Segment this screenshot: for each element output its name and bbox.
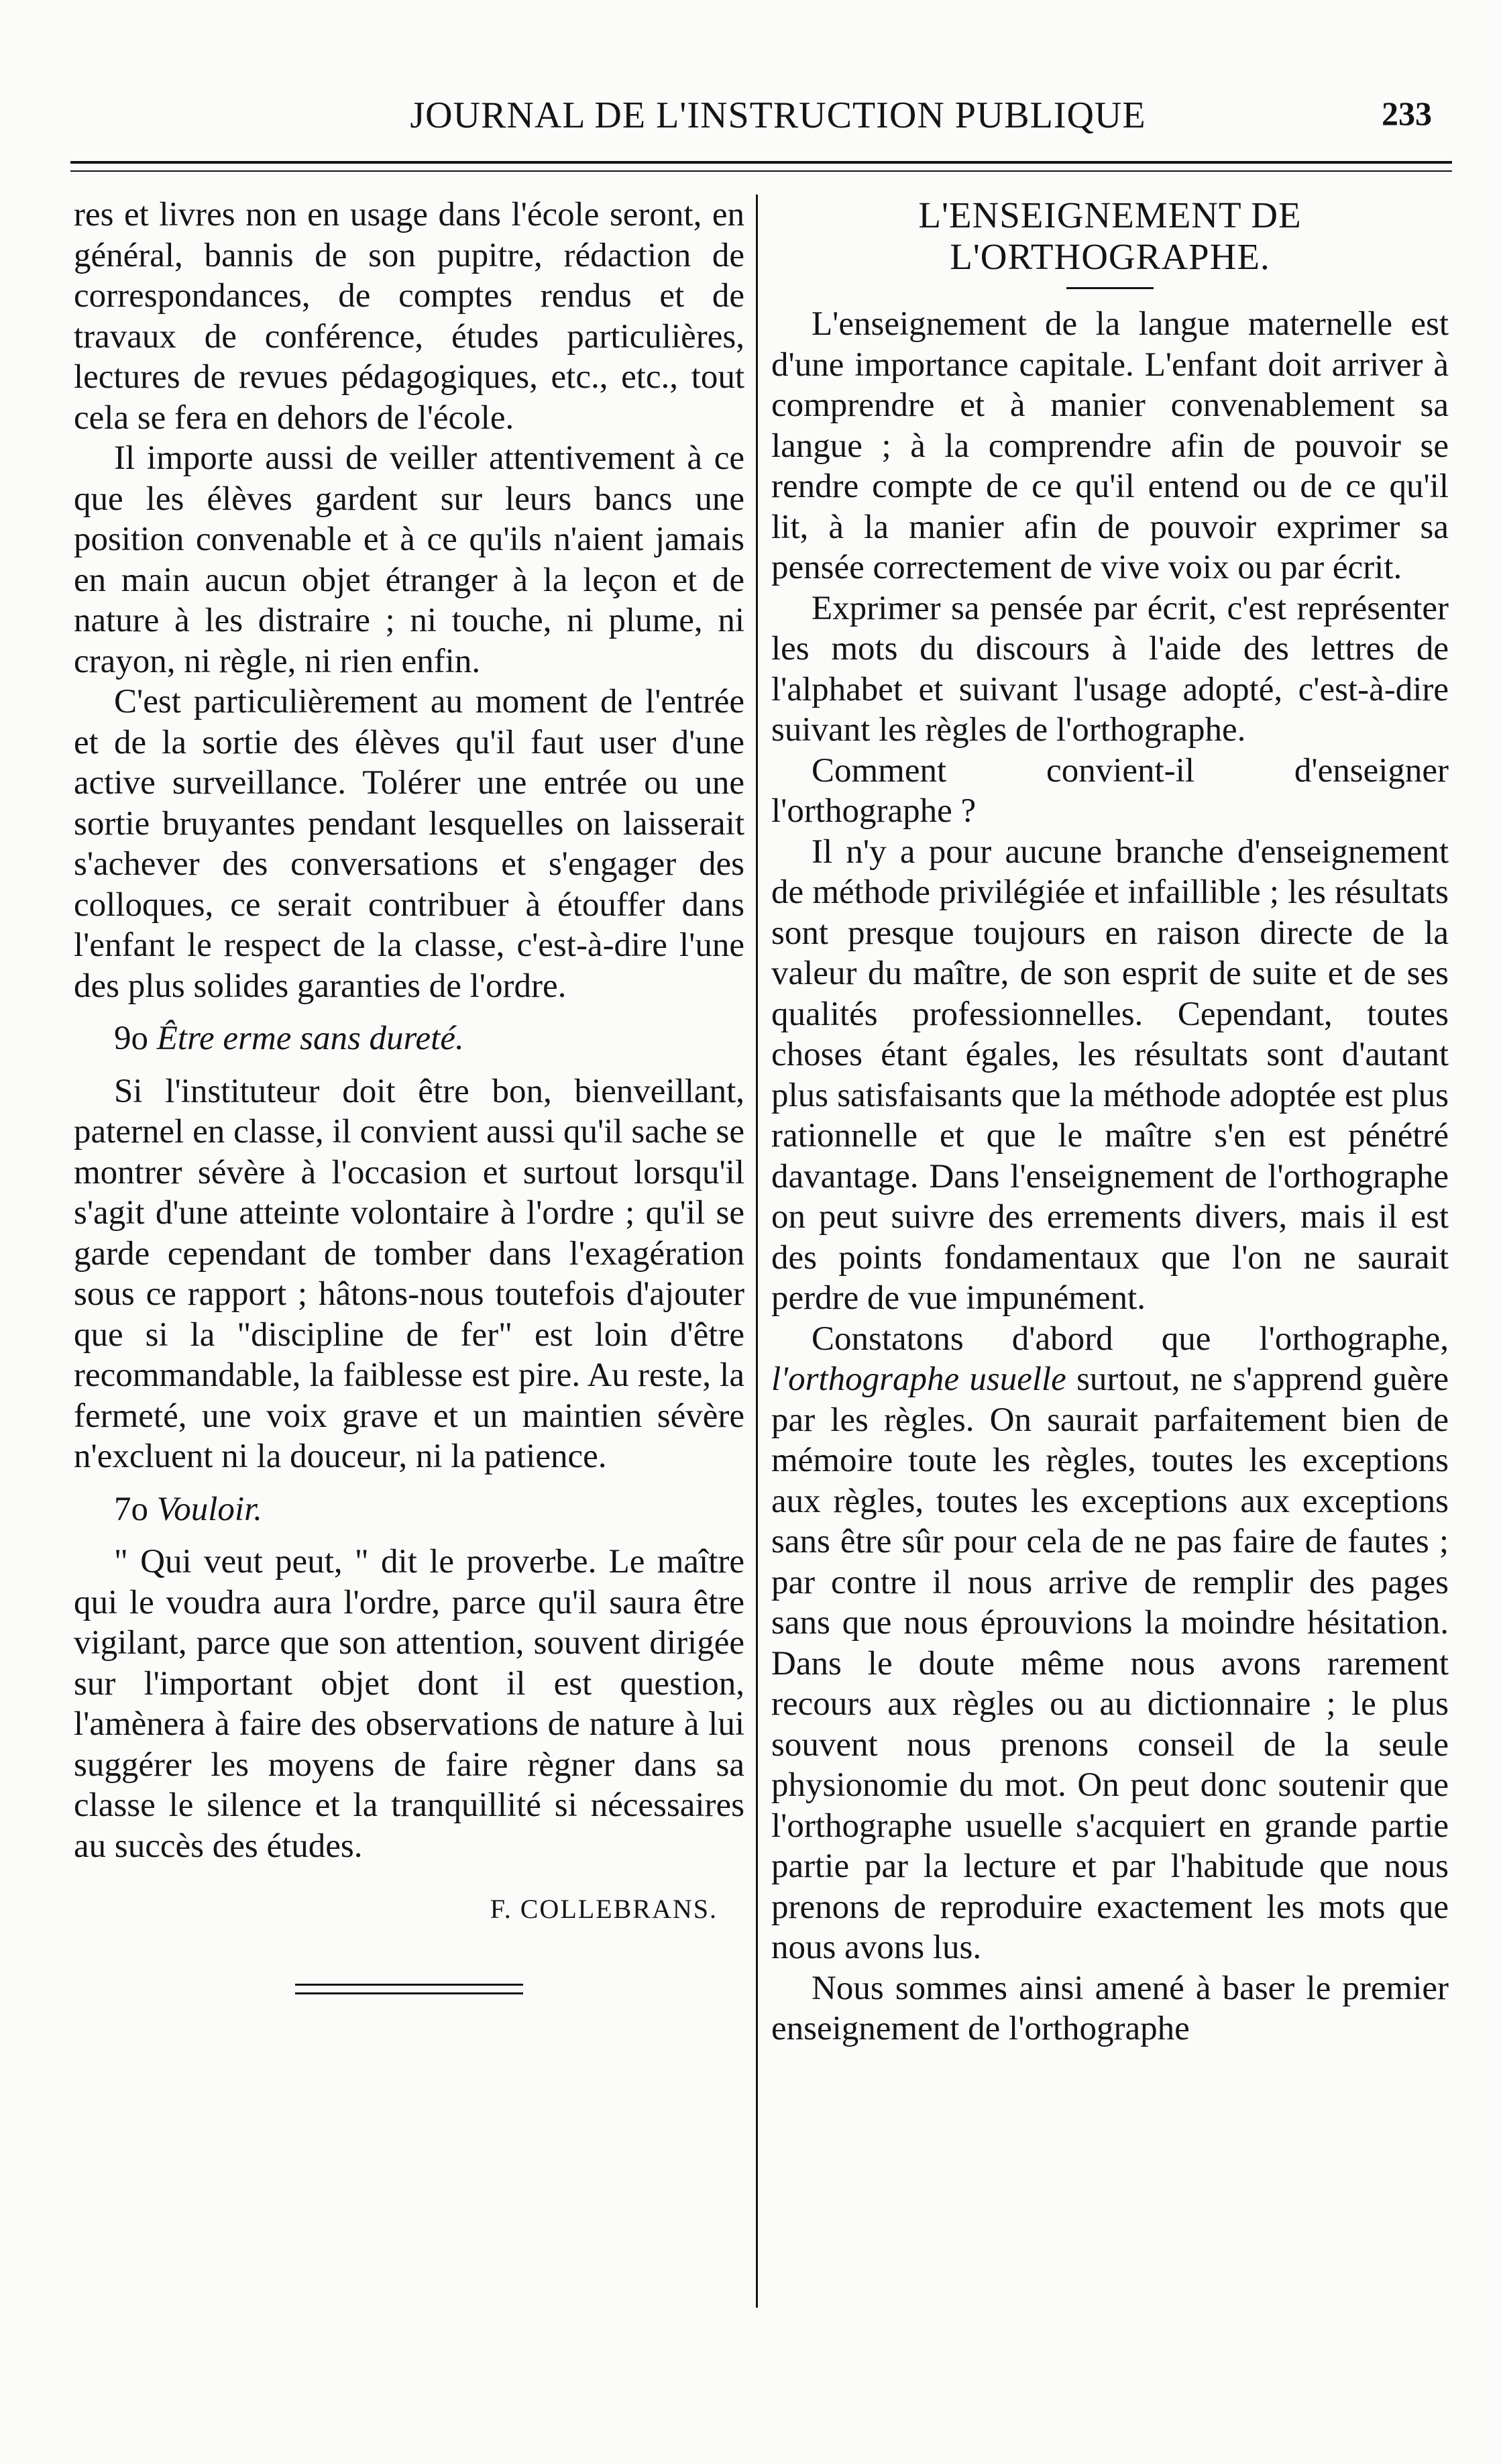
page-number: 233 xyxy=(1382,95,1432,132)
section-number: 7o xyxy=(114,1490,148,1528)
paragraph-text: surtout, ne s'apprend guère par les règles. On saurait parfaitement bien de mémoire toute les règles, toutes les exceptions aux règles, toutes les exceptions aux exceptions sans être sûr pour cela de ne pas faire de fautes ; par contre il nous arrive de remplir des pages sans que nous éprouvions la moindre hésitation. Dans le doute même nous avons rarement recours aux règles ou au dictionnaire ; le plus souvent nous prenons conseil de la seule physionomie du mot. On peut donc soutenir que l'orthographe usuelle s'acquiert en grande partie partie par la lecture et par l'habitude que nous prenons de reproduire exactement les mots que nous avons lus. xyxy=(771,1360,1449,1966)
section-heading-text: Être erme sans dureté. xyxy=(156,1020,464,1057)
column-divider xyxy=(756,195,758,2308)
right-paragraph xyxy=(771,1319,1449,1968)
paragraph-text: Constatons d'abord que l'orthographe, xyxy=(812,1320,1449,1358)
left-paragraph: " Qui veut peut, " dit le proverbe. Le maître qui le voudra aura l'ordre, parce qu'il saura être vigilant, parce que son attention, souvent dirigée sur l'important objet dont il est question, l'amènera à faire des observations de nature à lui suggérer les moyens de faire règner dans sa classe le silence et la tranquillité si nécessaires au succès des études. xyxy=(74,1543,744,1865)
right-paragraph: Comment convient-il d'enseigner l'orthographe ? xyxy=(771,751,1449,830)
section-heading-7 xyxy=(74,1489,744,1530)
right-paragraph: Nous sommes ainsi amené à baser le premier enseignement de l'orthographe xyxy=(771,1969,1449,2047)
left-paragraph: res et livres non en usage dans l'école seront, en général, bannis de son pupitre, rédaction de correspondances, de comptes rendus et de travaux de conférence, études particulières, lectures de revues pédagogiques, etc., etc., tout cela se fera en dehors de l'école. xyxy=(74,196,744,437)
right-paragraph: Exprimer sa pensée par écrit, c'est représenter les mots du discours à l'aide des lettres de l'alphabet et suivant l'usage adopté, c'est-à-dire suivant les règles de l'orthographe. xyxy=(771,589,1449,749)
article-title: L'ENSEIGNEMENT DE L'ORTHOGRAPHE. xyxy=(918,195,1302,277)
left-paragraph: C'est particulièrement au moment de l'entrée et de la sortie des élèves qu'il faut user d'une active surveillance. Tolérer une entrée ou une sortie bruyantes pendant lesquelles on laisserait s'achever des conversations et s'engager des colloques, ce serait contribuer à étouffer dans l'enfant le respect de la classe, c'est-à-dire l'une des plus solides garanties de l'ordre. xyxy=(74,683,744,1005)
italic-term: l'orthographe usuelle xyxy=(771,1360,1066,1398)
end-rule xyxy=(295,1992,523,1994)
right-column xyxy=(771,195,1449,2049)
left-column xyxy=(74,195,744,1994)
right-paragraph: Il n'y a pour aucune branche d'enseignement de méthode privilégiée et infaillible ; les résultats sont presque toujours en raison directe de la valeur du maître, de son esprit de suite et de ses qualités professionnelles. Cependant, toutes choses étant égales, les résultats sont d'autant plus satisfaisants que la méthode adoptée est plus rationnelle et que le maître s'en est pénétré davantage. Dans l'enseignement de l'orthographe on peut suivre des errements divers, mais il est des points fondamentaux que l'on ne saurait perdre de vue impunément. xyxy=(771,833,1449,1317)
right-paragraph: L'enseignement de la langue maternelle est d'une importance capitale. L'enfant doit arriver à comprendre et à manier convenablement sa langue ; à la comprendre afin de pouvoir se rendre compte de ce qu'il entend ou de ce qu'il lit, à la manier afin de pouvoir exprimer sa pensée correctement de vive voix ou par écrit. xyxy=(771,305,1449,586)
title-rule xyxy=(1066,287,1154,289)
section-heading-9 xyxy=(74,1018,744,1059)
header-rule-thick xyxy=(70,161,1452,164)
left-paragraph: Si l'instituteur doit être bon, bienveillant, paternel en classe, il convient aussi qu'il sache se montrer sévère à l'occasion et surtout lorsqu'il s'agit d'une atteinte volontaire à l'ordre ; qu'il se garde cependant de tomber dans l'exagération sous ce rapport ; hâtons-nous toutefois d'ajouter que si la "discipline de fer" est loin d'être recommandable, la faiblesse est pire. Au reste, la fermeté, une voix grave et un maintien sévère n'excluent ni la douceur, ni la patience. xyxy=(74,1072,744,1475)
header-rule-thin xyxy=(70,170,1452,172)
section-number: 9o xyxy=(114,1020,148,1057)
author-signature: F. COLLEBRANS. xyxy=(490,1894,718,1924)
left-paragraph: Il importe aussi de veiller attentivement à ce que les élèves gardent sur leurs bancs une position convenable et à ce qu'ils n'aient jamais en main aucun objet étranger à la leçon et de nature à les distraire ; ni touche, ni plume, ni crayon, ni règle, ni rien enfin. xyxy=(74,439,744,680)
running-header: JOURNAL DE L'INSTRUCTION PUBLIQUE xyxy=(410,95,1146,136)
section-heading-text: Vouloir. xyxy=(156,1490,263,1528)
end-rule xyxy=(295,1984,523,1986)
